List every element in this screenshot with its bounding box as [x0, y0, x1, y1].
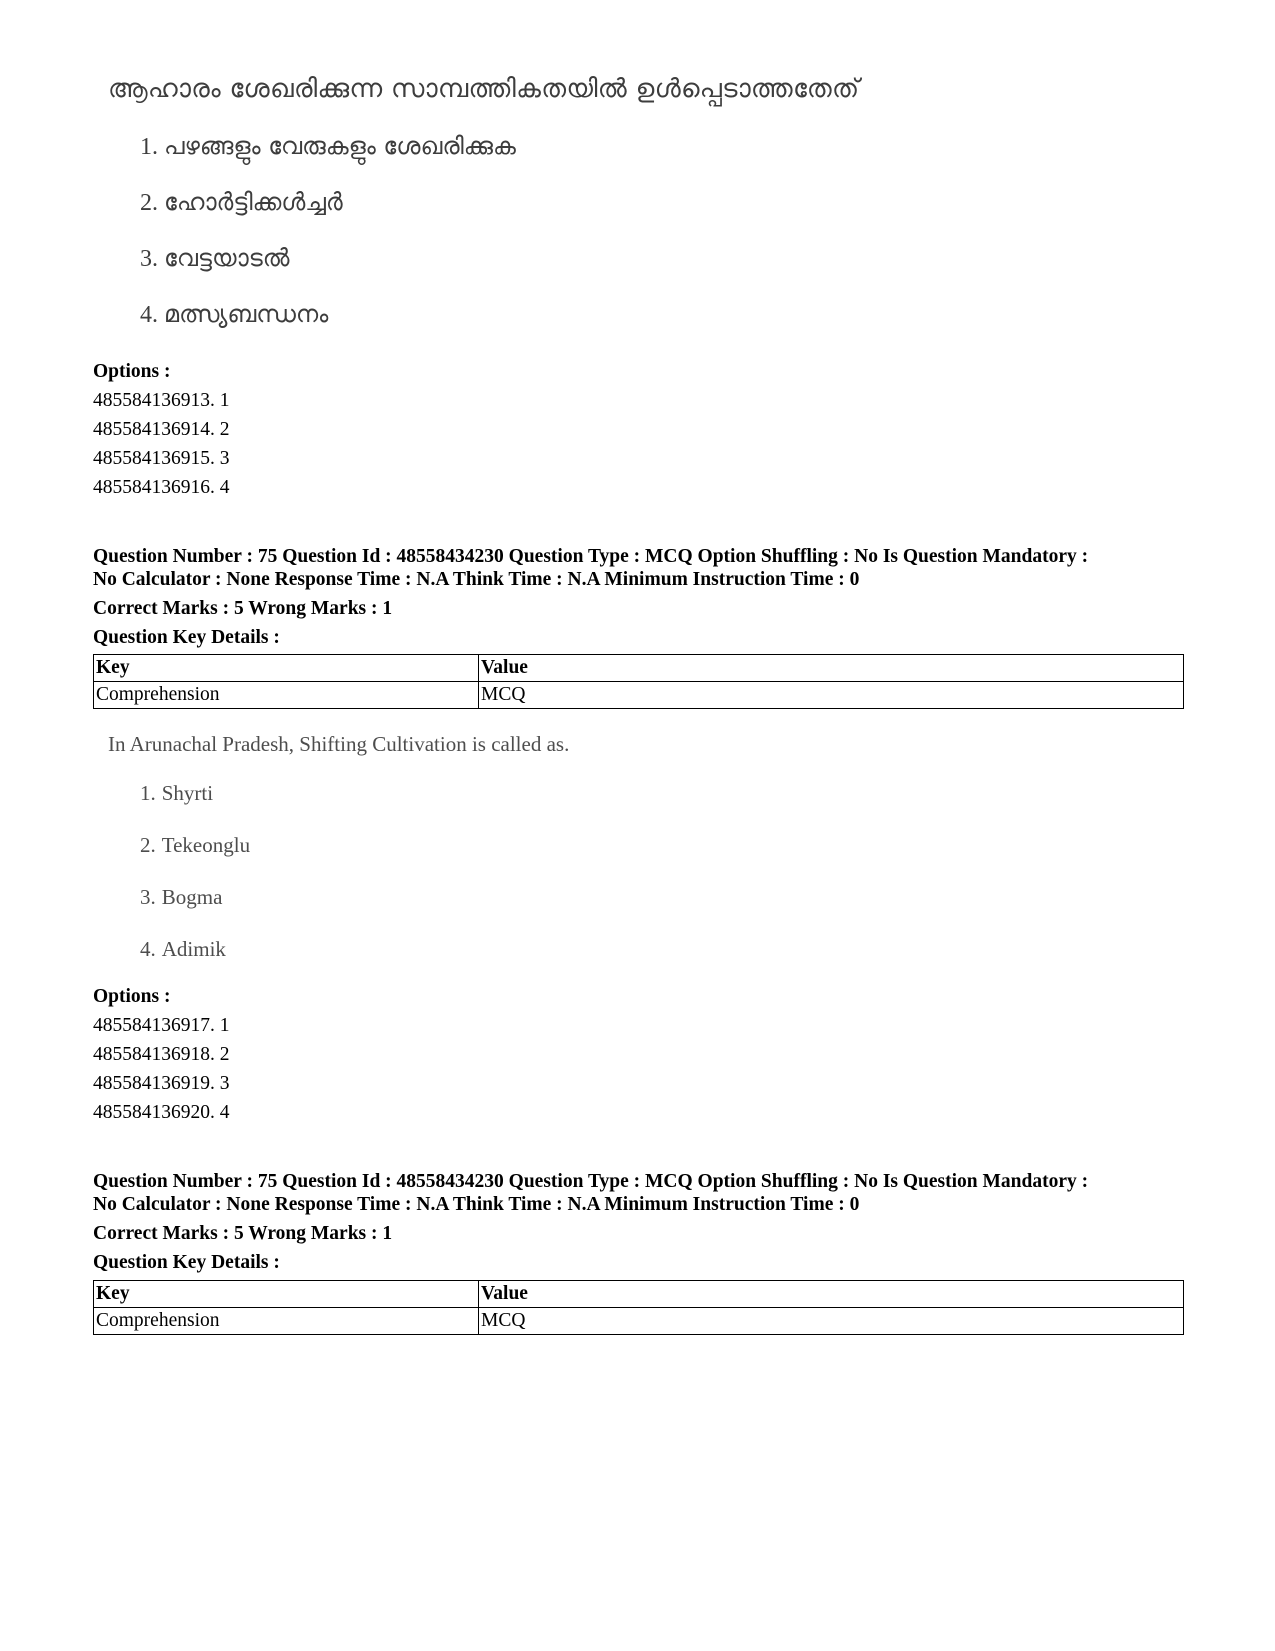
options-list — [93, 982, 230, 1127]
table-cell: Comprehension — [94, 1308, 479, 1335]
question-choice: 3. Bogma — [140, 885, 223, 909]
option-item: 485584136914. 2 — [93, 419, 230, 440]
key-details-label: Question Key Details : — [93, 627, 280, 648]
meta-line: No Calculator : None Response Time : N.A Think Time : N.A Minimum Instruction Time : 0 — [93, 569, 860, 590]
options-label: Options : — [93, 361, 171, 382]
table-cell: MCQ — [479, 1308, 1184, 1335]
question-meta — [93, 1170, 1183, 1274]
key-details-label: Question Key Details : — [93, 1252, 280, 1273]
marks-line: Correct Marks : 5 Wrong Marks : 1 — [93, 1223, 393, 1244]
question-stem: ആഹാരം ശേഖരിക്കുന്ന സാമ്പത്തികതയിൽ ഉൾപ്പെടാത്തതേത് — [108, 74, 860, 104]
meta-line: No Calculator : None Response Time : N.A Think Time : N.A Minimum Instruction Time : 0 — [93, 1194, 860, 1215]
meta-line: Question Number : 75 Question Id : 48558434230 Question Type : MCQ Option Shuffling : No Is Question Mandatory : — [93, 546, 1089, 567]
table-cell: Comprehension — [94, 682, 479, 709]
table-header-row — [94, 1281, 1184, 1308]
question-choice: 1. Shyrti — [140, 781, 214, 805]
meta-line: Question Number : 75 Question Id : 48558434230 Question Type : MCQ Option Shuffling : No Is Question Mandatory : — [93, 1171, 1089, 1192]
option-item: 485584136917. 1 — [93, 1015, 230, 1036]
option-item: 485584136916. 4 — [93, 477, 230, 498]
table-header-cell: Key — [94, 1281, 479, 1308]
question-choice: 3. വേട്ടയാടൽ — [140, 244, 290, 272]
table-row — [94, 1308, 1184, 1335]
question-choice: 1. പഴങ്ങളും വേരുകളും ശേഖരിക്കുക — [140, 132, 516, 160]
table-header-cell: Value — [479, 655, 1184, 682]
key-details-table — [93, 1280, 1184, 1335]
table-row — [94, 682, 1184, 709]
options-label: Options : — [93, 986, 171, 1007]
option-item: 485584136913. 1 — [93, 390, 230, 411]
question-image-english — [108, 727, 570, 961]
options-list — [93, 357, 230, 502]
table-header-cell: Key — [94, 655, 479, 682]
question-choice: 2. ഹോർട്ടിക്കൾച്ചർ — [140, 188, 343, 216]
question-meta — [93, 545, 1183, 649]
option-item: 485584136915. 3 — [93, 448, 230, 469]
table-header-cell: Value — [479, 1281, 1184, 1308]
option-item: 485584136919. 3 — [93, 1073, 230, 1094]
question-image-malayalam — [108, 72, 860, 328]
marks-line: Correct Marks : 5 Wrong Marks : 1 — [93, 598, 393, 619]
question-stem: In Arunachal Pradesh, Shifting Cultivation is called as. — [108, 732, 570, 756]
question-choice: 4. മത്സ്യബന്ധനം — [140, 300, 329, 328]
question-choice: 2. Tekeonglu — [140, 833, 251, 857]
key-details-table — [93, 654, 1184, 709]
table-header-row — [94, 655, 1184, 682]
question-choice: 4. Adimik — [140, 937, 226, 961]
option-item: 485584136920. 4 — [93, 1102, 230, 1123]
table-cell: MCQ — [479, 682, 1184, 709]
option-item: 485584136918. 2 — [93, 1044, 230, 1065]
